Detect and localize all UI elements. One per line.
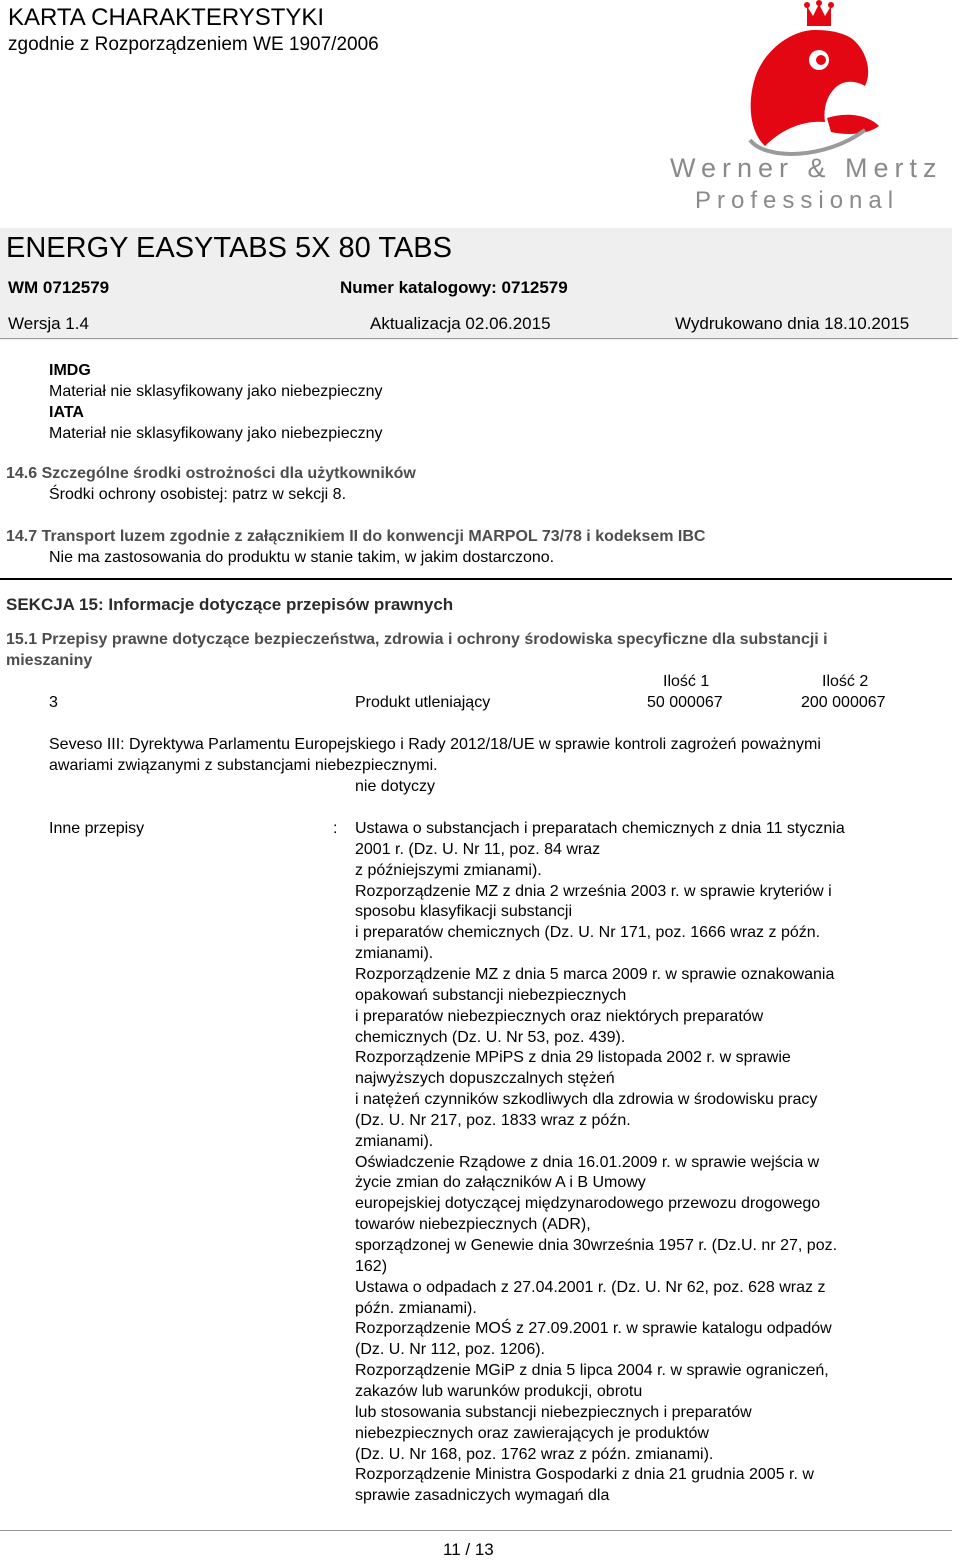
imdg-label: IMDG xyxy=(49,362,91,379)
regulation-line: sprawie zasadniczych wymagań dla xyxy=(355,1487,610,1504)
page-number: 11 / 13 xyxy=(443,1540,494,1559)
subsection-14-7-text: Nie ma zastosowania do produktu w stanie takim, w jakim dostarczono. xyxy=(49,549,555,566)
werner-mertz-logo xyxy=(655,0,955,215)
regulation-line: Oświadczenie Rządowe z dnia 16.01.2009 r. w sprawie wejścia w xyxy=(355,1154,820,1171)
product-name: ENERGY EASYTABS 5X 80 TABS xyxy=(6,232,452,264)
other-regulations-label: Inne przepisy xyxy=(49,820,145,837)
section-15-heading: SEKCJA 15: Informacje dotyczące przepisów prawnych xyxy=(6,595,454,614)
regulation-line: życie zmian do załączników A i B Umowy xyxy=(355,1174,646,1191)
regulation-line: z późniejszymi zmianami). xyxy=(355,862,542,879)
print-date: Wydrukowano dnia 18.10.2015 xyxy=(675,314,910,333)
update-date: Aktualizacja 02.06.2015 xyxy=(370,314,551,333)
regulation-line: Rozporządzenie MGiP z dnia 5 lipca 2004 r. w sprawie ograniczeń, xyxy=(355,1362,829,1379)
regulation-line: Rozporządzenie Ministra Gospodarki z dnia 21 grudnia 2005 r. w xyxy=(355,1466,814,1483)
iata-text: Materiał nie sklasyfikowany jako niebezpieczny xyxy=(49,425,383,442)
seveso-value: nie dotyczy xyxy=(355,778,436,795)
column-header-qty2: Ilość 2 xyxy=(822,673,869,690)
regulation-line: lub stosowania substancji niebezpiecznych i preparatów xyxy=(355,1404,752,1421)
column-header-qty1: Ilość 1 xyxy=(663,673,710,690)
regulation-line: i natężeń czynników szkodliwych dla zdrowia w środowisku pracy xyxy=(355,1091,818,1108)
document-title: KARTA CHARAKTERYSTYKI xyxy=(8,4,325,31)
wm-number: WM 0712579 xyxy=(8,278,110,297)
regulation-line: Ustawa o odpadach z 27.04.2001 r. (Dz. U. Nr 62, poz. 628 wraz z xyxy=(355,1279,826,1296)
iata-label: IATA xyxy=(49,404,84,421)
regulation-line: zakazów lub warunków produkcji, obrotu xyxy=(355,1383,643,1400)
regulation-line: (Dz. U. Nr 217, poz. 1833 wraz z późn. xyxy=(355,1112,631,1129)
regulation-line: późn. zmianami). xyxy=(355,1300,477,1317)
regulation-line: 2001 r. (Dz. U. Nr 11, poz. 84 wraz xyxy=(355,841,601,858)
regulation-line: towarów niebezpiecznych (ADR), xyxy=(355,1216,591,1233)
regulation-line: niebezpiecznych oraz zawierających je produktów xyxy=(355,1425,709,1442)
table-row-name: Produkt utleniający xyxy=(355,694,491,711)
section-divider xyxy=(0,578,952,580)
regulation-line: opakowań substancji niebezpiecznych xyxy=(355,987,627,1004)
document-subtitle: zgodnie z Rozporządzeniem WE 1907/2006 xyxy=(8,34,379,55)
regulation-line: Rozporządzenie MZ z dnia 2 września 2003 r. w sprawie kryteriów i xyxy=(355,883,832,900)
regulation-line: najwyższych dopuszczalnych stężeń xyxy=(355,1070,615,1087)
logo-text-line2: Professional xyxy=(695,187,900,214)
version: Wersja 1.4 xyxy=(8,314,89,333)
regulation-line: zmianami). xyxy=(355,1133,434,1150)
subsection-14-6-title: 14.6 Szczególne środki ostrożności dla użytkowników xyxy=(6,465,416,482)
regulation-line: sposobu klasyfikacji substancji xyxy=(355,903,572,920)
regulation-line: Ustawa o substancjach i preparatach chemicznych z dnia 11 stycznia xyxy=(355,820,845,837)
regulation-line: sporządzonej w Genewie dnia 30września 1957 r. (Dz.U. nr 27, poz. xyxy=(355,1237,838,1254)
imdg-text: Materiał nie sklasyfikowany jako niebezpieczny xyxy=(49,383,383,400)
table-row-qty1: 50 000067 xyxy=(647,694,723,711)
footer-divider xyxy=(0,1530,952,1531)
regulation-line: chemicznych (Dz. U. Nr 53, poz. 439). xyxy=(355,1029,626,1046)
seveso-text-line2: awariami związanymi z substancjami niebezpiecznymi. xyxy=(49,757,438,774)
table-row-number: 3 xyxy=(49,694,58,711)
regulation-line: Rozporządzenie MPiPS z dnia 29 listopada 2002 r. w sprawie xyxy=(355,1049,791,1066)
regulation-line: Rozporządzenie MOŚ z 27.09.2001 r. w sprawie katalogu odpadów xyxy=(355,1320,832,1337)
regulation-line: 162) xyxy=(355,1258,388,1275)
subsection-14-7-title: 14.7 Transport luzem zgodnie z załącznikiem II do konwencji MARPOL 73/78 i kodeksem IBC xyxy=(6,528,706,545)
regulation-line: zmianami). xyxy=(355,945,434,962)
subsection-15-1-title-line2: mieszaniny xyxy=(6,652,93,669)
catalog-number: Numer katalogowy: 0712579 xyxy=(340,278,568,297)
regulation-line: (Dz. U. Nr 112, poz. 1206). xyxy=(355,1341,545,1358)
regulation-line: i preparatów chemicznych (Dz. U. Nr 171, poz. 1666 wraz z późn. xyxy=(355,924,821,941)
table-row-qty2: 200 000067 xyxy=(801,694,886,711)
regulation-line: i preparatów niebezpiecznych oraz niektórych preparatów xyxy=(355,1008,764,1025)
regulation-line: europejskiej dotyczącej międzynarodowego przewozu drogowego xyxy=(355,1195,821,1212)
subsection-15-1-title-line1: 15.1 Przepisy prawne dotyczące bezpieczeństwa, zdrowia i ochrony środowiska specyficzne dla substancji i xyxy=(6,631,828,648)
crown-icon xyxy=(804,0,834,26)
seveso-text-line1: Seveso III: Dyrektywa Parlamentu Europejskiego i Rady 2012/18/UE w sprawie kontroli zagrożeń poważnymi xyxy=(49,736,821,753)
other-regulations-colon: : xyxy=(333,820,338,837)
regulation-line: Rozporządzenie MZ z dnia 5 marca 2009 r. w sprawie oznakowania xyxy=(355,966,835,983)
header-divider xyxy=(0,338,958,339)
logo-text-line1: Werner & Mertz xyxy=(670,153,943,183)
regulation-line: (Dz. U. Nr 168, poz. 1762 wraz z późn. zmianami). xyxy=(355,1446,714,1463)
subsection-14-6-text: Środki ochrony osobistej: patrz w sekcji 8. xyxy=(49,486,347,503)
